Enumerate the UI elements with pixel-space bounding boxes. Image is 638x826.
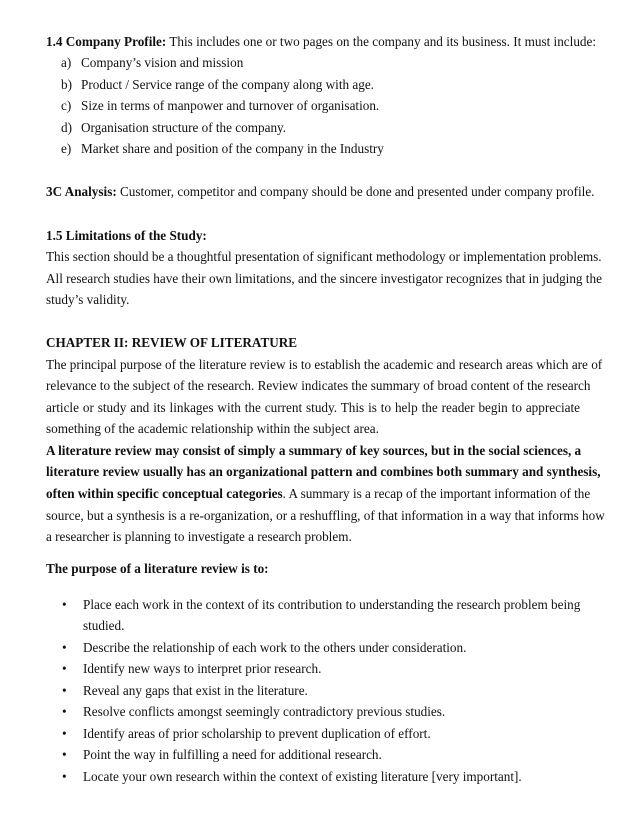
list-item: c) Size in terms of manpower and turnover of organisation. [61,98,380,113]
bullet-item: Resolve conflicts amongst seemingly contradictory previous studies. [83,704,446,719]
paragraph-line: A literature review may consist of simply a summary of key sources, but in the social sciences, a [46,443,582,458]
list-item: d) Organisation structure of the company. [61,120,287,135]
list-item: b) Product / Service range of the company along with age. [61,77,374,92]
bullet-icon: • [62,704,67,719]
list-item: e) Market share and position of the company in the Industry [61,141,384,156]
bullet-item: Place each work in the context of its contribution to understanding the research problem being [83,597,581,612]
bullet-icon: • [62,661,67,676]
analysis-paragraph: 3C Analysis: Customer, competitor and company should be done and presented under company profile. [46,184,595,199]
bullet-icon: • [62,726,67,741]
limitations-heading: 1.5 Limitations of the Study: [46,228,207,243]
paragraph-line: All research studies have their own limitations, and the sincere investigator recognizes that in judging the [46,271,602,286]
paragraph-line: This section should be a thoughtful presentation of significant methodology or implementation problems. [46,249,602,264]
chapter-heading: CHAPTER II: REVIEW OF LITERATURE [46,335,298,350]
analysis-heading: 3C Analysis: [46,184,117,199]
paragraph-line: study’s validity. [46,292,130,307]
paragraph-line: article or study and its linkages with the current study. This is to help the reader begin to appreciate [46,400,580,415]
company-profile-heading: 1.4 Company Profile: [46,34,167,49]
bullet-item: Reveal any gaps that exist in the literature. [83,683,308,698]
bullet-icon: • [62,747,67,762]
bullet-item: Describe the relationship of each work to the others under consideration. [83,640,467,655]
company-profile-intro: 1.4 Company Profile: This includes one or two pages on the company and its business. It must include: [46,34,597,49]
purpose-heading: The purpose of a literature review is to: [46,561,269,576]
bullet-item: Identify new ways to interpret prior research. [83,661,322,676]
paragraph-line: something of the academic relationship within the subject area. [46,421,379,436]
paragraph-line: a researcher is planning to investigate a research problem. [46,529,352,544]
bullet-item: Identify areas of prior scholarship to prevent duplication of effort. [83,726,431,741]
paragraph-line: relevance to the subject of the research. Review indicates the summary of broad content of the research [46,378,591,393]
bullet-icon: • [62,769,67,784]
paragraph-line: The principal purpose of the literature review is to establish the academic and research areas which are of [46,357,603,372]
bullet-icon: • [62,683,67,698]
paragraph-line: often within specific conceptual categories. A summary is a recap of the important information of the [46,486,591,501]
paragraph-line: source, but a synthesis is a re-organization, or a reshuffling, of that information in a way that informs how [46,508,605,523]
bullet-icon: • [62,640,67,655]
bullet-item-continuation: studied. [83,618,125,633]
list-item: a) Company’s vision and mission [61,55,244,70]
bullet-icon: • [62,597,67,612]
bullet-item: Locate your own research within the context of existing literature [very important]. [83,769,522,784]
paragraph-line: literature review usually has an organizational pattern and combines both summary and synthesis, [46,464,601,479]
bullet-item: Point the way in fulfilling a need for additional research. [83,747,382,762]
